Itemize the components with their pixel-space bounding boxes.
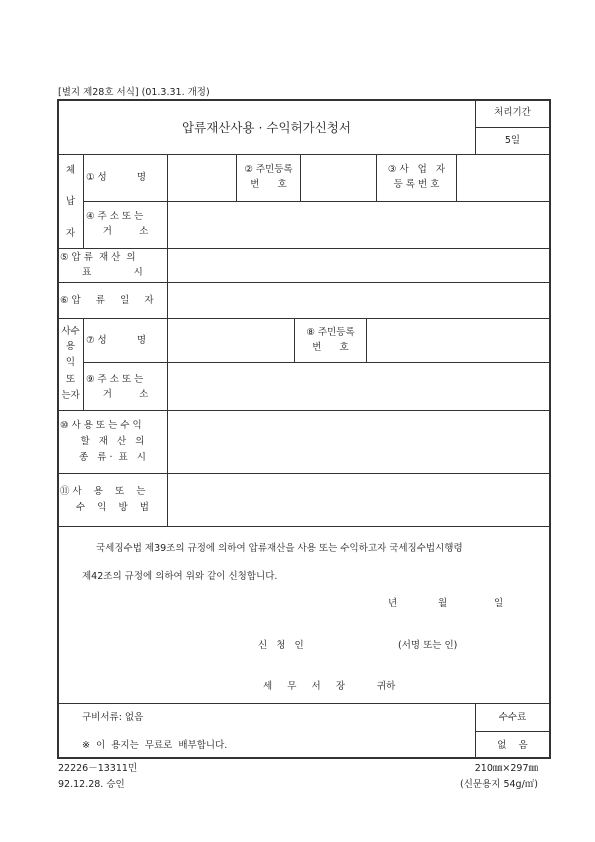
taxpayer-group-label-3: 자 — [65, 228, 76, 239]
taxpayer-group-label-1: 체 — [65, 165, 76, 176]
user-group-label-4: 또 — [65, 374, 76, 385]
date-year-label: 년 — [388, 598, 398, 609]
processing-period-value: 5일 — [504, 135, 521, 146]
usage-property-label-1: ⑩ 사 용 또 는 수 익 — [60, 420, 142, 431]
user-group-label-5: 는자 — [61, 390, 80, 401]
recipient-label: 세 무 서 장 — [263, 681, 346, 692]
user-resident-number-field[interactable] — [367, 319, 549, 362]
date-month-field[interactable] — [402, 596, 434, 610]
usage-property-field[interactable] — [168, 411, 549, 473]
seized-property-field[interactable] — [168, 249, 549, 282]
date-day-field[interactable] — [452, 596, 490, 610]
taxpayer-business-number-field[interactable] — [457, 155, 549, 201]
recipient-suffix: 귀하 — [377, 681, 396, 692]
seized-property-label-1: ⑤ 압 류 재 산 의 — [60, 252, 136, 263]
paper-size: 210㎜×297㎜ — [474, 763, 538, 774]
seized-property-label-2: 표 시 — [82, 267, 143, 278]
user-group-label-3: 익 — [65, 357, 76, 368]
form-code: 22226－13311민 — [58, 763, 138, 774]
form-number: [별지 제28호 서식] (01.3.31. 개정) — [58, 87, 210, 98]
usage-property-label-2: 할 재 산 의 — [80, 436, 145, 447]
taxpayer-resident-label-1: ② 주민등록 — [244, 164, 293, 175]
user-group-label-1: 사수 — [61, 326, 80, 337]
seizure-date-label: ⑥ 압 류 일 자 — [60, 295, 154, 306]
taxpayer-address-label-2: 거 소 — [102, 226, 149, 237]
declaration-line-2: 제42조의 규정에 의하여 위와 같이 신청합니다. — [82, 571, 278, 582]
required-documents: 구비서류: 없음 — [82, 712, 144, 723]
taxpayer-name-field[interactable] — [168, 155, 235, 201]
fee-value: 없 음 — [497, 740, 528, 751]
taxpayer-business-label-1: ③ 사 업 자 — [387, 164, 446, 175]
seizure-date-field[interactable] — [168, 283, 549, 318]
usage-method-label-1: ⑪ 사 용 또 는 — [60, 486, 146, 497]
declaration-line-1: 국세징수법 제39조의 규정에 의하여 압류재산을 사용 또는 수익하고자 국세징수법시행령 — [96, 543, 463, 554]
usage-property-label-3: 종 류 · 표 시 — [79, 452, 146, 463]
date-month-label: 월 — [438, 598, 448, 609]
user-name-field[interactable] — [168, 319, 293, 362]
taxpayer-resident-label-2: 번 호 — [250, 179, 287, 190]
user-group-label-2: 용 — [65, 341, 76, 352]
approval-date: 92.12.28. 승인 — [58, 779, 125, 790]
user-address-label-1: ⑨ 주 소 또 는 — [86, 374, 144, 385]
user-resident-label-2: 번 호 — [312, 342, 349, 353]
free-distribution-notice: ※ 이 용지는 무료로 배부합니다. — [82, 740, 228, 751]
taxpayer-resident-number-field[interactable] — [301, 155, 375, 201]
applicant-name-field[interactable] — [300, 637, 395, 653]
user-resident-label-1: ⑧ 주민등록 — [306, 327, 355, 338]
paper-type: (신문용지 54g/㎡) — [460, 779, 538, 790]
user-address-label-2: 거 소 — [102, 389, 149, 400]
processing-period-label: 처리기간 — [494, 107, 531, 118]
applicant-label: 신 청 인 — [258, 640, 304, 651]
fee-label: 수수료 — [498, 712, 527, 723]
user-address-field[interactable] — [168, 363, 549, 410]
usage-method-label-2: 수 익 방 법 — [76, 502, 149, 513]
user-name-label: ⑦ 성 명 — [86, 335, 147, 346]
taxpayer-group-label-2: 납 — [65, 196, 76, 207]
signature-label: (서명 또는 인) — [398, 640, 458, 651]
taxpayer-business-label-2: 등 록 번 호 — [393, 179, 440, 190]
date-day-label: 일 — [494, 598, 504, 609]
form-title: 압류재산사용 · 수익허가신청서 — [182, 120, 351, 135]
taxpayer-name-label: ① 성 명 — [86, 172, 147, 183]
usage-method-field[interactable] — [168, 474, 549, 526]
taxpayer-address-field[interactable] — [168, 202, 549, 248]
taxpayer-address-label-1: ④ 주 소 또 는 — [86, 211, 144, 222]
